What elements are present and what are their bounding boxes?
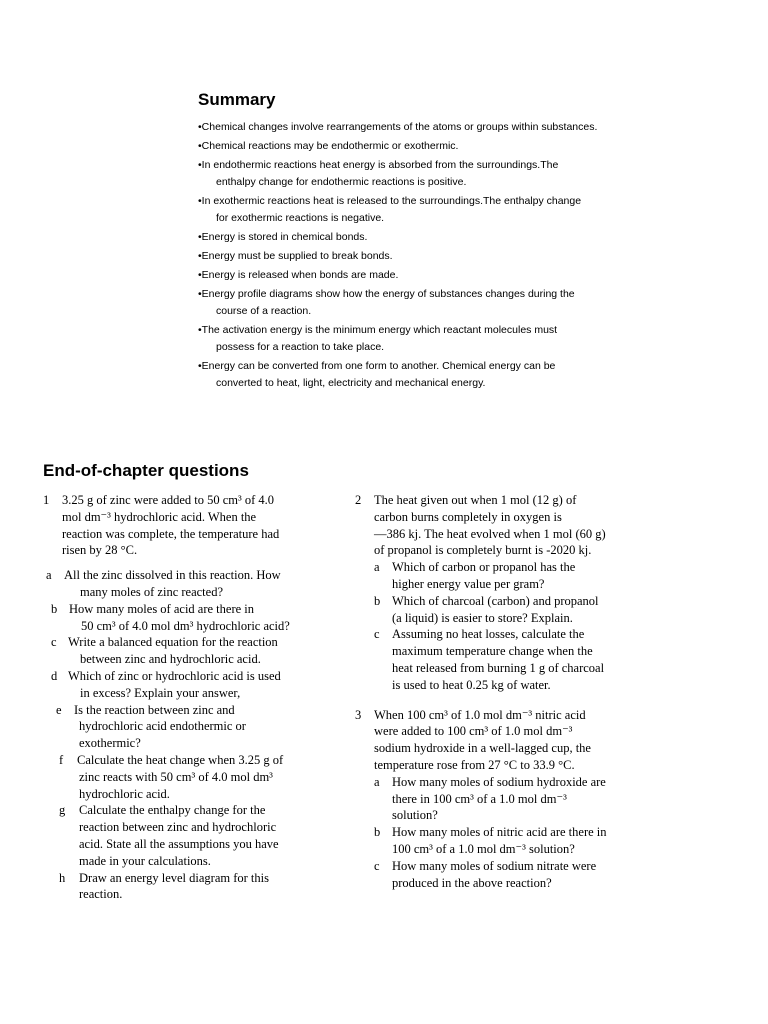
summary-bullet <box>198 267 658 284</box>
bullet-continuation: for exothermic reactions is negative. <box>216 212 385 224</box>
question-1 <box>43 492 333 559</box>
question-part <box>43 601 333 635</box>
part-text: 50 cm³ of 4.0 mol dm³ hydrochloric acid? <box>81 618 290 633</box>
bullet-text: •Energy is stored in chemical bonds. <box>198 231 368 243</box>
part-letter: a <box>374 774 380 789</box>
question-text: risen by 28 °C. <box>62 543 138 558</box>
question-text: sodium hydroxide in a well-lagged cup, the <box>374 741 591 756</box>
bullet-text: •Energy must be supplied to break bonds. <box>198 250 393 262</box>
question-part <box>355 858 655 892</box>
bullet-text: •Energy can be converted from one form to another. Chemical energy can be <box>198 360 556 372</box>
part-text: between zinc and hydrochloric acid. <box>80 652 261 667</box>
part-letter: b <box>374 593 381 608</box>
question-part <box>355 593 655 627</box>
question-text: mol dm⁻³ hydrochloric acid. When the <box>62 509 257 524</box>
question-text: When 100 cm³ of 1.0 mol dm⁻³ nitric acid <box>374 707 586 722</box>
part-text: How many moles of nitric acid are there in <box>392 825 607 840</box>
summary-bullet <box>198 248 658 265</box>
bullet-text: •In endothermic reactions heat energy is absorbed from the surroundings.The <box>198 159 559 171</box>
question-part <box>43 567 333 601</box>
question-part <box>43 802 333 869</box>
part-text: is used to heat 0.25 kg of water. <box>392 677 551 692</box>
part-text: Which of carbon or propanol has the <box>392 560 576 575</box>
question-part <box>43 634 333 668</box>
part-letter: g <box>59 803 66 818</box>
part-text: there in 100 cm³ of a 1.0 mol dm⁻³ <box>392 791 567 806</box>
summary-bullet <box>198 286 658 320</box>
question-number: 3 <box>355 707 362 722</box>
part-text: solution? <box>392 808 438 823</box>
part-text: produced in the above reaction? <box>392 875 552 890</box>
part-text: All the zinc dissolved in this reaction. How <box>64 568 281 583</box>
question-part <box>43 752 333 802</box>
part-letter: e <box>56 702 62 717</box>
part-text: Write a balanced equation for the reaction <box>68 635 278 650</box>
question-text: 3.25 g of zinc were added to 50 cm³ of 4.0 <box>62 493 275 507</box>
part-letter: c <box>51 635 57 650</box>
summary-bullet <box>198 358 658 392</box>
part-letter: a <box>46 568 52 583</box>
part-text: How many moles of sodium hydroxide are <box>392 774 606 789</box>
part-text: Draw an energy level diagram for this <box>79 870 269 885</box>
bullet-text: •Energy is released when bonds are made. <box>198 269 399 281</box>
question-text: reaction was complete, the temperature had <box>62 526 280 541</box>
question-text: temperature rose from 27 °C to 33.9 °C. <box>374 757 575 772</box>
question-part <box>43 870 333 904</box>
part-text: zinc reacts with 50 cm³ of 4.0 mol dm³ <box>79 769 273 784</box>
part-letter: a <box>374 560 380 575</box>
part-text: (a liquid) is easier to store? Explain. <box>392 610 573 625</box>
part-text: How many moles of acid are there in <box>69 601 255 616</box>
part-text: Which of zinc or hydrochloric acid is used <box>68 668 281 683</box>
part-text: Is the reaction between zinc and <box>74 702 235 717</box>
summary-bullet <box>198 322 658 356</box>
part-text: hydrochloric acid endothermic or <box>79 719 246 734</box>
summary-bullet <box>198 138 658 155</box>
part-letter: f <box>59 752 64 767</box>
part-text: Calculate the enthalpy change for the <box>79 803 266 818</box>
part-text: Which of charcoal (carbon) and propanol <box>392 593 599 608</box>
bullet-continuation: converted to heat, light, electricity and mechanical energy. <box>216 377 486 389</box>
part-text: reaction between zinc and hydrochloric <box>79 820 277 835</box>
question-text: —386 kj. The heat evolved when 1 mol (60 g) <box>374 526 606 541</box>
part-text: hydrochloric acid. <box>79 786 170 801</box>
summary-bullet <box>198 157 658 191</box>
summary-list <box>198 119 658 394</box>
bullet-continuation: enthalpy change for endothermic reactions is positive. <box>216 176 467 188</box>
summary-bullet <box>198 229 658 246</box>
part-letter: d <box>51 668 58 683</box>
part-letter: c <box>374 627 380 642</box>
question-number: 1 <box>43 493 50 507</box>
part-text: heat released from burning 1 g of charcoal <box>392 660 605 675</box>
question-text: carbon burns completely in oxygen is <box>374 509 562 524</box>
part-text: exothermic? <box>79 736 141 751</box>
part-text: made in your calculations. <box>79 853 211 868</box>
summary-bullet <box>198 193 658 227</box>
part-text: 100 cm³ of a 1.0 mol dm⁻³ solution? <box>392 841 575 856</box>
part-letter: h <box>59 870 66 885</box>
part-text: acid. State all the assumptions you have <box>79 836 279 851</box>
part-text: in excess? Explain your answer, <box>80 685 241 700</box>
part-letter: c <box>374 858 380 873</box>
question-part <box>355 774 655 824</box>
summary-heading: Summary <box>198 90 276 109</box>
part-text: Calculate the heat change when 3.25 g of <box>77 752 284 767</box>
question-text: were added to 100 cm³ of 1.0 mol dm⁻³ <box>374 724 573 739</box>
part-letter: b <box>374 825 381 840</box>
part-text: How many moles of sodium nitrate were <box>392 858 597 873</box>
part-text: higher energy value per gram? <box>392 576 545 591</box>
questions-heading: End-of-chapter questions <box>43 461 249 480</box>
bullet-continuation: possess for a reaction to take place. <box>216 341 385 353</box>
bullet-text: •In exothermic reactions heat is released to the surroundings.The enthalpy change <box>198 195 582 207</box>
bullet-text: •Energy profile diagrams show how the energy of substances changes during the <box>198 288 575 300</box>
question-column-right <box>355 492 655 891</box>
bullet-text: •Chemical reactions may be endothermic or exothermic. <box>198 140 459 152</box>
part-text: maximum temperature change when the <box>392 644 593 659</box>
question-part <box>355 824 655 858</box>
question-text: of propanol is completely burnt is -2020 kj. <box>374 543 592 558</box>
bullet-continuation: course of a reaction. <box>216 305 312 317</box>
question-column-left <box>43 492 333 903</box>
part-letter: b <box>51 601 58 616</box>
question-2 <box>355 492 655 559</box>
question-3 <box>355 707 655 774</box>
question-part <box>43 702 333 752</box>
question-text: The heat given out when 1 mol (12 g) of <box>374 493 577 507</box>
question-number: 2 <box>355 493 362 507</box>
part-text: many moles of zinc reacted? <box>80 584 223 599</box>
summary-bullet <box>198 119 658 136</box>
part-text: reaction. <box>79 887 123 902</box>
question-part <box>355 559 655 593</box>
question-part <box>43 668 333 702</box>
question-part <box>355 626 655 693</box>
bullet-text: •The activation energy is the minimum energy which reactant molecules must <box>198 324 558 336</box>
part-text: Assuming no heat losses, calculate the <box>392 627 585 642</box>
bullet-text: •Chemical changes involve rearrangements of the atoms or groups within substances. <box>198 121 598 133</box>
